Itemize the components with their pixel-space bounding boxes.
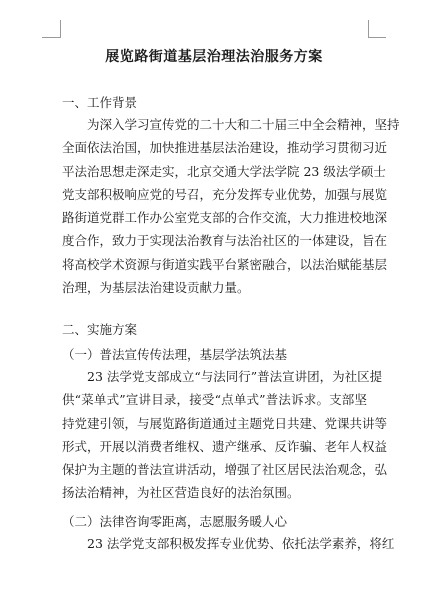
paragraph-line: 全面依法治国，加快推进基层法治建设，推动学习贯彻习近	[62, 140, 388, 156]
paragraph-line: 为深入学习宣传党的二十大和二十届三中全会精神，坚持	[87, 117, 400, 132]
paragraph-line: 持党建引领，与展览路街道通过主题党日共建、党课共讲等	[62, 415, 388, 431]
crop-mark-top-left-v	[60, 20, 61, 38]
paragraph-line: 23 法学党支部成立“与法同行”普法宣讲团，为社区提	[87, 369, 383, 384]
paragraph-line: 党支部积极响应党的号召，充分发挥专业优势，加强与展览	[62, 186, 388, 202]
section-background-paragraph	[62, 113, 400, 299]
section-heading-background: 一、工作背景	[62, 95, 138, 110]
paragraph-line: 治理，为基层法治建设贡献力量。	[62, 280, 250, 296]
paragraph-line: 度合作，致力于实现法治教育与法治社区的一体建设，旨在	[62, 233, 388, 249]
paragraph-line: 供“菜单式”宣讲目录，接受“点单式”普法诉求。支部坚	[62, 392, 367, 408]
paragraph-line: 形式，开展以消费者维权、遗产继承、反诈骗、老年人权益	[62, 438, 388, 454]
paragraph-line: 平法治思想走深走实，北京交通大学法学院 23 级法学硕士	[62, 163, 386, 179]
paragraph-line: 扬法治精神，为社区营造良好的法治氛围。	[62, 485, 300, 501]
subsection-legal-publicity-paragraph	[62, 365, 388, 505]
crop-mark-top-left	[42, 37, 60, 38]
subsection-legal-consultation-paragraph	[62, 532, 395, 555]
crop-mark-top-right	[368, 37, 386, 38]
paragraph-line: 将高校学术资源与街道实践平台紧密融合，以法治赋能基层	[62, 256, 388, 272]
paragraph-line: 路街道党群工作办公室党支部的合作交流，大力推进校地深	[62, 210, 388, 226]
document-title: 展览路街道基层治理法治服务方案	[105, 49, 323, 65]
paragraph-line: 23 法学党支部积极发挥专业优势、依托法学素养，将红	[87, 536, 395, 551]
subsection-heading-legal-publicity: （一）普法宣传传法理，基层学法筑法基	[62, 347, 288, 362]
subsection-heading-legal-consultation: （二）法律咨询零距离，志愿服务暖人心	[62, 514, 288, 529]
section-heading-plan: 二、实施方案	[62, 322, 138, 337]
crop-mark-top-right-v	[368, 20, 369, 38]
paragraph-line: 保护为主题的普法宣讲活动，增强了社区居民法治观念，弘	[62, 462, 388, 478]
